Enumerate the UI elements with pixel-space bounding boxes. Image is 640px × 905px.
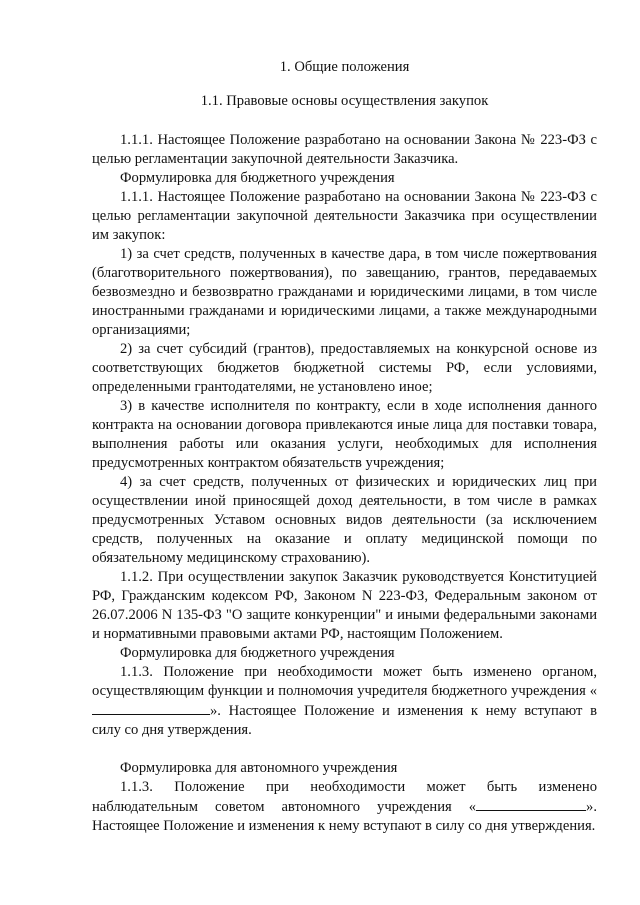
list-item-2: 2) за счет субсидий (грантов), предоставляемых на конкурсной основе из соответствующих бюджетов бюджетной системы РФ, если условиями, определенными грантодателями, не установлено иное; — [92, 341, 597, 395]
paragraph-1-1-3-autonomous-end: ». Настоящее Положение и изменения к нему вступают в силу со дня утверждения. — [92, 799, 597, 834]
label-budget-institution-1: Формулировка для бюджетного учреждения — [120, 170, 395, 186]
list-item-3: 3) в качестве исполнителя по контракту, если в ходе исполнения данного контракта на основании договора привлекаются иные лица для поставки товара, выполнения работы или оказания услуги, необходимых для исполнения предусмотренных контрактом обязательств учреждения; — [92, 398, 597, 471]
subsection-title: 1.1. Правовые основы осуществления закупок — [200, 93, 489, 109]
paragraph-1-1-1-budget: 1.1.1. Настоящее Положение разработано на основании Закона № 223-ФЗ с целью регламентации закупочной деятельности Заказчика при осуществлении им закупок: — [92, 189, 597, 243]
paragraph-gap — [92, 740, 597, 759]
label-autonomous-institution: Формулировка для автономного учреждения — [120, 760, 398, 776]
blank-field-autonomous-name — [476, 797, 586, 811]
list-item-1: 1) за счет средств, полученных в качестве дара, в том числе пожертвования (благотворительного пожертвования), по завещанию, грантов, передаваемых безвозмездно и безвозвратно гражданами и юридическими лицами, в том числе иностранными гражданами и юридическими лицами, а также международными организациями; — [92, 246, 597, 338]
paragraph-1-1-3-budget-end: ». Настоящее Положение и изменения к нему вступают в силу со дня утверждения. — [92, 703, 597, 738]
paragraph-1-1-3-budget — [92, 663, 597, 740]
paragraph-1-1-3-budget-start: 1.1.3. Положение при необходимости может быть изменено органом, осуществляющим функции и полномочия учредителя бюджетного учреждения « — [92, 664, 597, 699]
document-page — [92, 58, 597, 836]
blank-field-institution-name — [92, 701, 210, 715]
paragraph-1-1-2: 1.1.2. При осуществлении закупок Заказчик руководствуется Конституцией РФ, Гражданским кодексом РФ, Законом N 223-ФЗ, Федеральным законом от 26.07.2006 N 135-ФЗ "О защите конкуренции" и иными федеральными законами и нормативными правовыми актами РФ, настоящим Положением. — [92, 569, 597, 642]
paragraph-1-1-1-intro: 1.1.1. Настоящее Положение разработано на основании Закона № 223-ФЗ с целью регламентации закупочной деятельности Заказчика. — [92, 132, 597, 167]
section-title: 1. Общие положения — [279, 59, 410, 75]
paragraph-1-1-3-autonomous-start: 1.1.3. Положение при необходимости может быть изменено наблюдательным советом автономного учреждения « — [92, 779, 597, 815]
label-budget-institution-2: Формулировка для бюджетного учреждения — [120, 645, 395, 661]
paragraph-1-1-3-autonomous — [92, 778, 597, 836]
list-item-4: 4) за счет средств, полученных от физических и юридических лиц при осуществлении иной приносящей доход деятельности, в том числе в рамках предусмотренных Уставом основных видов деятельности (за исключением средств, полученных на оказание и оплату медицинской помощи по обязательному медицинскому страхованию). — [92, 474, 597, 566]
